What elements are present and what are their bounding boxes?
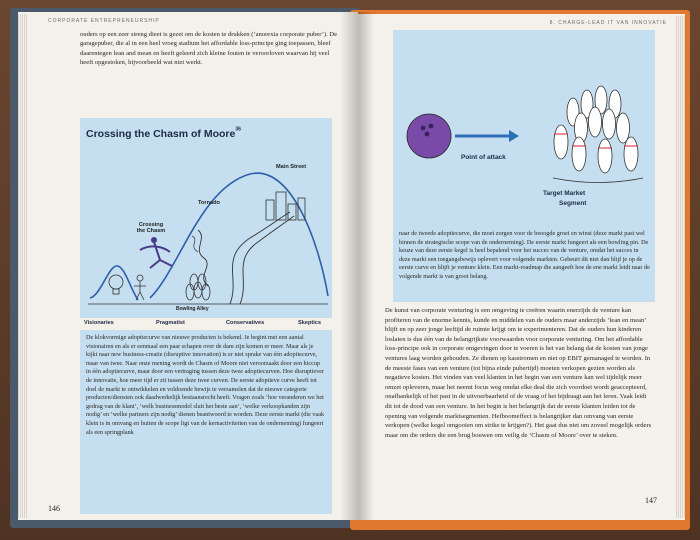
label-target-segment: Segment (559, 200, 587, 207)
chasm-figure-title: Crossing the Chasm of Moore$^{36}$ (86, 126, 241, 140)
right-page-number: 147 (645, 496, 657, 505)
label-point-of-attack: Point of attack (461, 154, 506, 161)
label-target-market: Target Market (543, 190, 586, 197)
axis-label-skeptics: Skeptics (298, 320, 322, 326)
left-page (18, 12, 358, 520)
label-crossing-chasm: Crossing the Chasm (136, 222, 166, 234)
chasm-x-axis (80, 320, 332, 328)
axis-label-pragmatist: Pragmatist (156, 320, 185, 326)
left-page-edges (18, 14, 28, 518)
left-top-paragraph: ouders op een zeer streng dieet is gezet om de kosten te drukken (‘anorexia corporate puber’). De garagepuber, die al in een heel vroeg stadium het affordable loss-principe ging toepassen, bleef daarentegen lean and mean en heeft geleerd zich kleine fouten te veroorloven waarvan hij veel heeft opgestoken, hijvoorbeeld wat niet werkt. (80, 31, 338, 67)
label-main-street: Main Street (276, 164, 307, 170)
chasm-sketch (80, 118, 332, 318)
right-running-head: 8. CHARGE-LEAD IT VAN INNOVATIE (549, 20, 667, 26)
right-page-edges (676, 16, 685, 518)
left-page-number: 146 (48, 504, 60, 513)
axis-label-visionaries: Visionaries (84, 320, 114, 326)
right-page (355, 14, 685, 520)
right-blue-paragraph: naar de tweede adoptiecurve, die moet zorgen voor de beoogde groei en winst (deze markt past wel binnen de strategische scope van de onderneming). De eerste markt fungeert als een bowling pin. De keuze van deze eerste kegel is heel bepalend voor het succes van de venture, omdat het succes in deze markt een toegangsbewijs oplevert voor volgende markten. Gebeurt dit niet dan blijf je op de eerste curve en blijft je venture klein. Een markt-roadmap die aangeeft hoe de ene markt leidt naar de volgende markt is van groot belang. (399, 230, 650, 280)
label-bowling-alley: Bowling Alley (176, 306, 209, 312)
left-running-head: CORPORATE ENTREPRENEURSHIP (48, 18, 160, 24)
axis-label-conservatives: Conservatives (226, 320, 265, 326)
right-body-paragraph: De kunst van corporate venturing is een omgeving te creëren waarin enerzijds de venture kan profiteren van de enorme kennis, kunde en middelen van de ouders maar anderzijds ‘lean en mean’ blijft en op zeer jonge leeftijd de ruimte krijgt om te experimenteren. Dat de ouders hun kinderen loslaten is dus één van de belangrijkste voorwaarden voor corporate venturing. Om het affordable loss-principe ook in corporate omgevingen door te voeren is het van belang dat de kosten van jonge ventures laag worden gehouden. Ze dienen op kasstromen en niet op EBIT gemanaged te worden. In de meeste fases van een venture (tot bijna einde pubertijd) moeten verkopen gezien worden als negatieve kosten. Het vinden van veel klanten in het begin van een venture kan wel tijdelijk meer omzet opleveren, maar het neemt focus weg omdat elke deal die zich voordoet wordt geaccepteerd, onafhankelijk of het past in de uitvoerbaarheid of de vraag of het bijdraagt aan het leren. Vaak leidt dit tot de dood van een venture. In het begin is het belangrijk dat de eerste klanten leiden tot de opening van volgende marktsegmenten. Hefboomeffect is belangrijker dan omvang van eerste verkopen (welke kegel omgooien om strike te krijgen?). Het gaat dus niet om zoveel mogelijk orders maar om die orders die een brug bouwen om veilig de ‘Chasm of Moore’ over te steken. (385, 307, 652, 439)
chasm-figure (80, 118, 332, 318)
bowling-sketch (393, 30, 655, 220)
left-body-paragraph: De klokvormige adoptiecurve van nieuwe producten is bekend. Je begint met een aantal visionairen en als er eenmaal een paar schapen over de dam zijn komen er meer. Maar als je kijkt naar new business-creatie (disruptive innovation) is er niet sprake van één adoptiecurve, maar van twee. Naar onze mening wordt de Chasm of Moore niet veroorzaakt door een hiccup in één adoptiecurve, maar door een vertraging tussen deze twee adoptiecurven. Hoe disruptiever de innovatie, hoe meer tijd er zit tussen deze twee curven. De eerste adoptieve curve heeft tot doel de markt te ontwikkelen en voldoende bewijs te verzamelen dat de nieuwe categorie producten/diensten ook daadwerkelijk bestaansrecht heeft. Vragen zoals ‘hoe veranderen we het gedrag van de klant’, ‘welk businessmodel sluit het beste aan’, ‘welke verkoopkanden zijn nodig’ en ‘welke partners zijn nodig’ dienen beantwoord te worden. Deze eerste markt (die vaak klein is in omvang en buiten de scope ligt van de kernactiviteiten van de onderneming) fungeert als een springplank (80, 330, 332, 514)
label-tornado: Tornado (198, 200, 220, 206)
bowling-figure-panel (393, 30, 655, 302)
